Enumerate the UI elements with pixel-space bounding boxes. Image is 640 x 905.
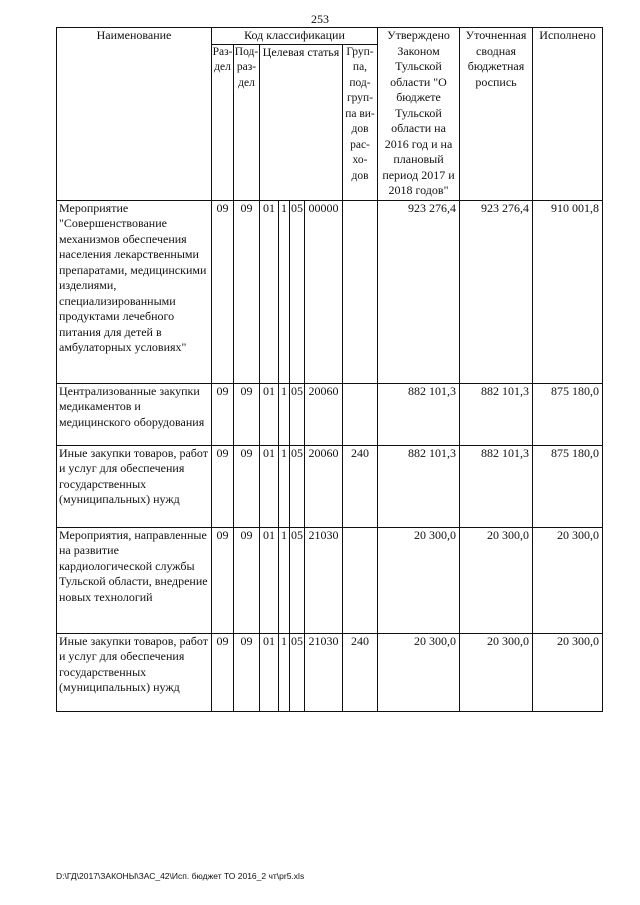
row-executed: 20 300,0 bbox=[533, 633, 603, 711]
header-expense-group: Груп- па, под- груп- па ви- дов рас- хо- дов bbox=[343, 44, 378, 200]
row-group: 240 bbox=[343, 633, 378, 711]
row-ts-program: 01 bbox=[260, 527, 279, 633]
row-ts-program: 01 bbox=[260, 633, 279, 711]
header-row-1 bbox=[57, 28, 603, 45]
row-subsection: 09 bbox=[234, 527, 260, 633]
row-group: 240 bbox=[343, 445, 378, 527]
row-section: 09 bbox=[212, 383, 234, 445]
row-ts-event: 05 bbox=[290, 200, 305, 383]
row-section: 09 bbox=[212, 633, 234, 711]
row-section: 09 bbox=[212, 527, 234, 633]
row-approved: 20 300,0 bbox=[378, 633, 460, 711]
row-ts-subprogram: 1 bbox=[279, 200, 290, 383]
table-row bbox=[57, 633, 603, 711]
row-group bbox=[343, 527, 378, 633]
row-name: Иные закупки товаров, работ и услуг для обеспечения государственных (муниципальных) нужд bbox=[57, 633, 212, 711]
row-refined: 20 300,0 bbox=[460, 527, 533, 633]
row-ts-subprogram: 1 bbox=[279, 527, 290, 633]
header-executed: Исполнено bbox=[533, 28, 603, 201]
row-ts-direction: 21030 bbox=[305, 633, 343, 711]
row-ts-event: 05 bbox=[290, 383, 305, 445]
row-subsection: 09 bbox=[234, 445, 260, 527]
row-ts-direction: 21030 bbox=[305, 527, 343, 633]
row-ts-event: 05 bbox=[290, 445, 305, 527]
row-subsection: 09 bbox=[234, 200, 260, 383]
row-ts-program: 01 bbox=[260, 200, 279, 383]
row-approved: 20 300,0 bbox=[378, 527, 460, 633]
row-name: Иные закупки товаров, работ и услуг для обеспечения государственных (муниципальных) нужд bbox=[57, 445, 212, 527]
row-ts-direction: 00000 bbox=[305, 200, 343, 383]
row-refined: 882 101,3 bbox=[460, 445, 533, 527]
row-approved: 882 101,3 bbox=[378, 383, 460, 445]
header-code-group: Код классификации bbox=[212, 28, 378, 45]
row-subsection: 09 bbox=[234, 383, 260, 445]
table-row bbox=[57, 200, 603, 383]
table-row bbox=[57, 445, 603, 527]
row-executed: 875 180,0 bbox=[533, 445, 603, 527]
header-target-article: Целевая статья bbox=[260, 44, 343, 200]
table-row bbox=[57, 527, 603, 633]
row-ts-event: 05 bbox=[290, 527, 305, 633]
row-executed: 875 180,0 bbox=[533, 383, 603, 445]
header-refined: Уточненная сводная бюджетная роспись bbox=[460, 28, 533, 201]
page-number: 253 bbox=[311, 12, 329, 26]
row-ts-program: 01 bbox=[260, 445, 279, 527]
row-group bbox=[343, 383, 378, 445]
header-subsection: Под- раз- дел bbox=[234, 44, 260, 200]
row-ts-subprogram: 1 bbox=[279, 633, 290, 711]
row-group bbox=[343, 200, 378, 383]
table-row bbox=[57, 383, 603, 445]
row-refined: 20 300,0 bbox=[460, 633, 533, 711]
row-approved: 882 101,3 bbox=[378, 445, 460, 527]
row-ts-direction: 20060 bbox=[305, 383, 343, 445]
row-refined: 882 101,3 bbox=[460, 383, 533, 445]
row-executed: 20 300,0 bbox=[533, 527, 603, 633]
row-subsection: 09 bbox=[234, 633, 260, 711]
row-ts-program: 01 bbox=[260, 383, 279, 445]
row-ts-subprogram: 1 bbox=[279, 445, 290, 527]
budget-table bbox=[56, 27, 603, 712]
header-approved: Утверждено Законом Тульской области "О бюджете Тульской области на 2016 год и на плановый период 2017 и 2018 годов" bbox=[378, 28, 460, 201]
file-path-footer: D:\ГД\2017\ЗАКОНЫ\ЗАС_42\Исп. бюджет ТО 2016_2 чт\pr5.xls bbox=[56, 871, 305, 881]
row-approved: 923 276,4 bbox=[378, 200, 460, 383]
row-name: Централизованные закупки медикаментов и медицинского оборудования bbox=[57, 383, 212, 445]
row-section: 09 bbox=[212, 200, 234, 383]
header-section: Раз- дел bbox=[212, 44, 234, 200]
row-ts-direction: 20060 bbox=[305, 445, 343, 527]
row-ts-event: 05 bbox=[290, 633, 305, 711]
row-refined: 923 276,4 bbox=[460, 200, 533, 383]
row-section: 09 bbox=[212, 445, 234, 527]
row-ts-subprogram: 1 bbox=[279, 383, 290, 445]
row-executed: 910 001,8 bbox=[533, 200, 603, 383]
row-name: Мероприятия, направленные на развитие кардиологической службы Тульской области, внедрение новых технологий bbox=[57, 527, 212, 633]
row-name: Мероприятие "Совершенствование механизмов обеспечения населения лекарственными препаратами, медицинскими изделиями, специализированными продуктами лечебного питания для детей в амбулаторных условиях" bbox=[57, 200, 212, 383]
header-name: Наименование bbox=[57, 28, 212, 201]
